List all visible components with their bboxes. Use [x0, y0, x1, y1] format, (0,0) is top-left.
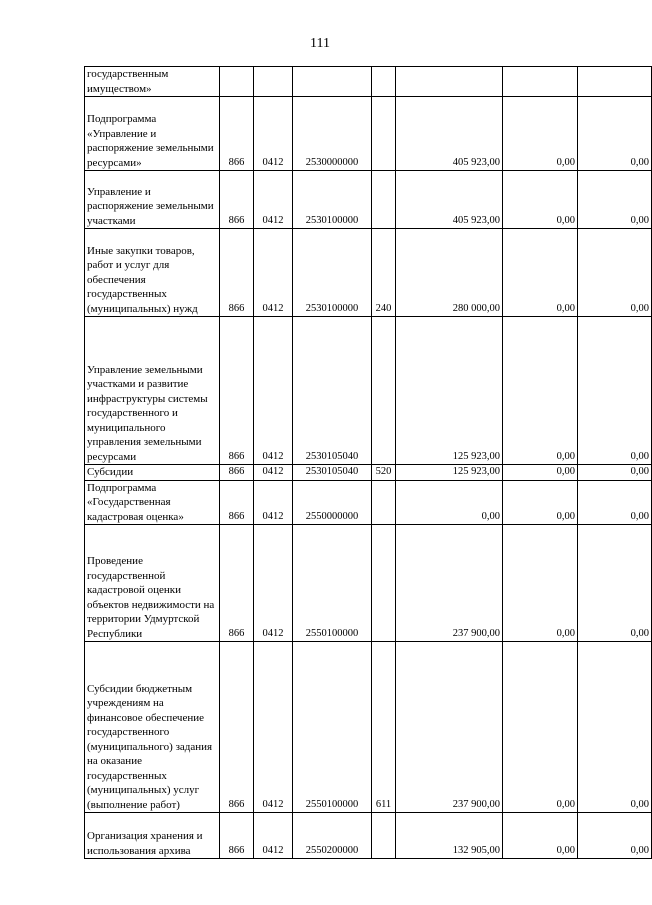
table-row: [85, 317, 652, 465]
row-gr-code: 866: [220, 642, 254, 813]
row-sum-1: 132 905,00: [396, 813, 503, 859]
row-sum-2: 0,00: [503, 317, 578, 465]
row-sum-1: [396, 67, 503, 97]
row-section-code: 0412: [254, 525, 293, 642]
row-section-code: 0412: [254, 97, 293, 171]
table-row: [85, 480, 652, 525]
row-section-code: [254, 67, 293, 97]
row-target-code: 2550100000: [293, 525, 372, 642]
row-name: государственным имуществом»: [85, 67, 220, 97]
row-gr-code: 866: [220, 465, 254, 481]
row-target-code: 2530105040: [293, 465, 372, 481]
row-sum-3: 0,00: [578, 229, 652, 317]
row-section-code: 0412: [254, 317, 293, 465]
row-gr-code: 866: [220, 97, 254, 171]
row-expense-type: [372, 813, 396, 859]
row-name: Управление и распоряжение земельными участками: [85, 171, 220, 229]
budget-table: [84, 66, 652, 859]
table-row: [85, 97, 652, 171]
row-target-code: 2550200000: [293, 813, 372, 859]
row-sum-1: 280 000,00: [396, 229, 503, 317]
row-section-code: 0412: [254, 813, 293, 859]
row-expense-type: 520: [372, 465, 396, 481]
row-sum-2: [503, 67, 578, 97]
row-target-code: 2530100000: [293, 171, 372, 229]
row-name: Иные закупки товаров, работ и услуг для обеспечения государственных (муниципальных) нужд: [85, 229, 220, 317]
table-row: [85, 525, 652, 642]
row-section-code: 0412: [254, 229, 293, 317]
row-target-code: 2530000000: [293, 97, 372, 171]
budget-table-body: [85, 67, 652, 859]
row-sum-1: 237 900,00: [396, 642, 503, 813]
row-sum-3: 0,00: [578, 465, 652, 481]
table-row: [85, 465, 652, 481]
row-sum-3: 0,00: [578, 480, 652, 525]
row-gr-code: [220, 67, 254, 97]
row-sum-2: 0,00: [503, 171, 578, 229]
row-gr-code: 866: [220, 813, 254, 859]
table-row: [85, 67, 652, 97]
row-name: Подпрограмма «Государственная кадастровая оценка»: [85, 480, 220, 525]
row-gr-code: 866: [220, 480, 254, 525]
row-gr-code: 866: [220, 171, 254, 229]
row-sum-2: 0,00: [503, 813, 578, 859]
row-sum-2: 0,00: [503, 97, 578, 171]
row-expense-type: [372, 67, 396, 97]
row-name: Управление земельными участками и развитие инфраструктуры системы государственного и муниципального управления земельными ресурсами: [85, 317, 220, 465]
row-sum-1: 405 923,00: [396, 171, 503, 229]
row-target-code: [293, 67, 372, 97]
row-sum-1: 0,00: [396, 480, 503, 525]
row-section-code: 0412: [254, 171, 293, 229]
row-sum-3: 0,00: [578, 97, 652, 171]
row-target-code: 2530100000: [293, 229, 372, 317]
row-sum-3: 0,00: [578, 525, 652, 642]
row-gr-code: 866: [220, 525, 254, 642]
row-target-code: 2550100000: [293, 642, 372, 813]
row-name: Субсидии бюджетным учреждениям на финансовое обеспечение государственного (муниципального) задания на оказание государственных (муниципальных) услуг (выполнение работ): [85, 642, 220, 813]
row-section-code: 0412: [254, 642, 293, 813]
page-number: 111: [310, 36, 330, 51]
row-name: Проведение государственной кадастровой оценки объектов недвижимости на территории Удмуртской Республики: [85, 525, 220, 642]
row-sum-1: 125 923,00: [396, 465, 503, 481]
row-target-code: 2530105040: [293, 317, 372, 465]
row-sum-3: 0,00: [578, 171, 652, 229]
row-name: Подпрограмма «Управление и распоряжение земельными ресурсами»: [85, 97, 220, 171]
row-sum-2: 0,00: [503, 480, 578, 525]
row-section-code: 0412: [254, 480, 293, 525]
row-gr-code: 866: [220, 317, 254, 465]
table-row: [85, 642, 652, 813]
row-sum-3: 0,00: [578, 317, 652, 465]
table-row: [85, 229, 652, 317]
row-name: Субсидии: [85, 465, 220, 481]
row-section-code: 0412: [254, 465, 293, 481]
row-gr-code: 866: [220, 229, 254, 317]
row-sum-2: 0,00: [503, 525, 578, 642]
row-expense-type: [372, 317, 396, 465]
row-expense-type: [372, 525, 396, 642]
row-sum-1: 405 923,00: [396, 97, 503, 171]
table-row: [85, 813, 652, 859]
row-name: Организация хранения и использования архива: [85, 813, 220, 859]
row-target-code: 2550000000: [293, 480, 372, 525]
row-sum-3: 0,00: [578, 642, 652, 813]
row-sum-1: 237 900,00: [396, 525, 503, 642]
row-sum-2: 0,00: [503, 642, 578, 813]
row-expense-type: 240: [372, 229, 396, 317]
row-expense-type: [372, 97, 396, 171]
row-sum-1: 125 923,00: [396, 317, 503, 465]
row-sum-3: 0,00: [578, 813, 652, 859]
row-sum-2: 0,00: [503, 465, 578, 481]
row-expense-type: 611: [372, 642, 396, 813]
row-sum-2: 0,00: [503, 229, 578, 317]
row-expense-type: [372, 480, 396, 525]
row-sum-3: [578, 67, 652, 97]
row-expense-type: [372, 171, 396, 229]
table-row: [85, 171, 652, 229]
